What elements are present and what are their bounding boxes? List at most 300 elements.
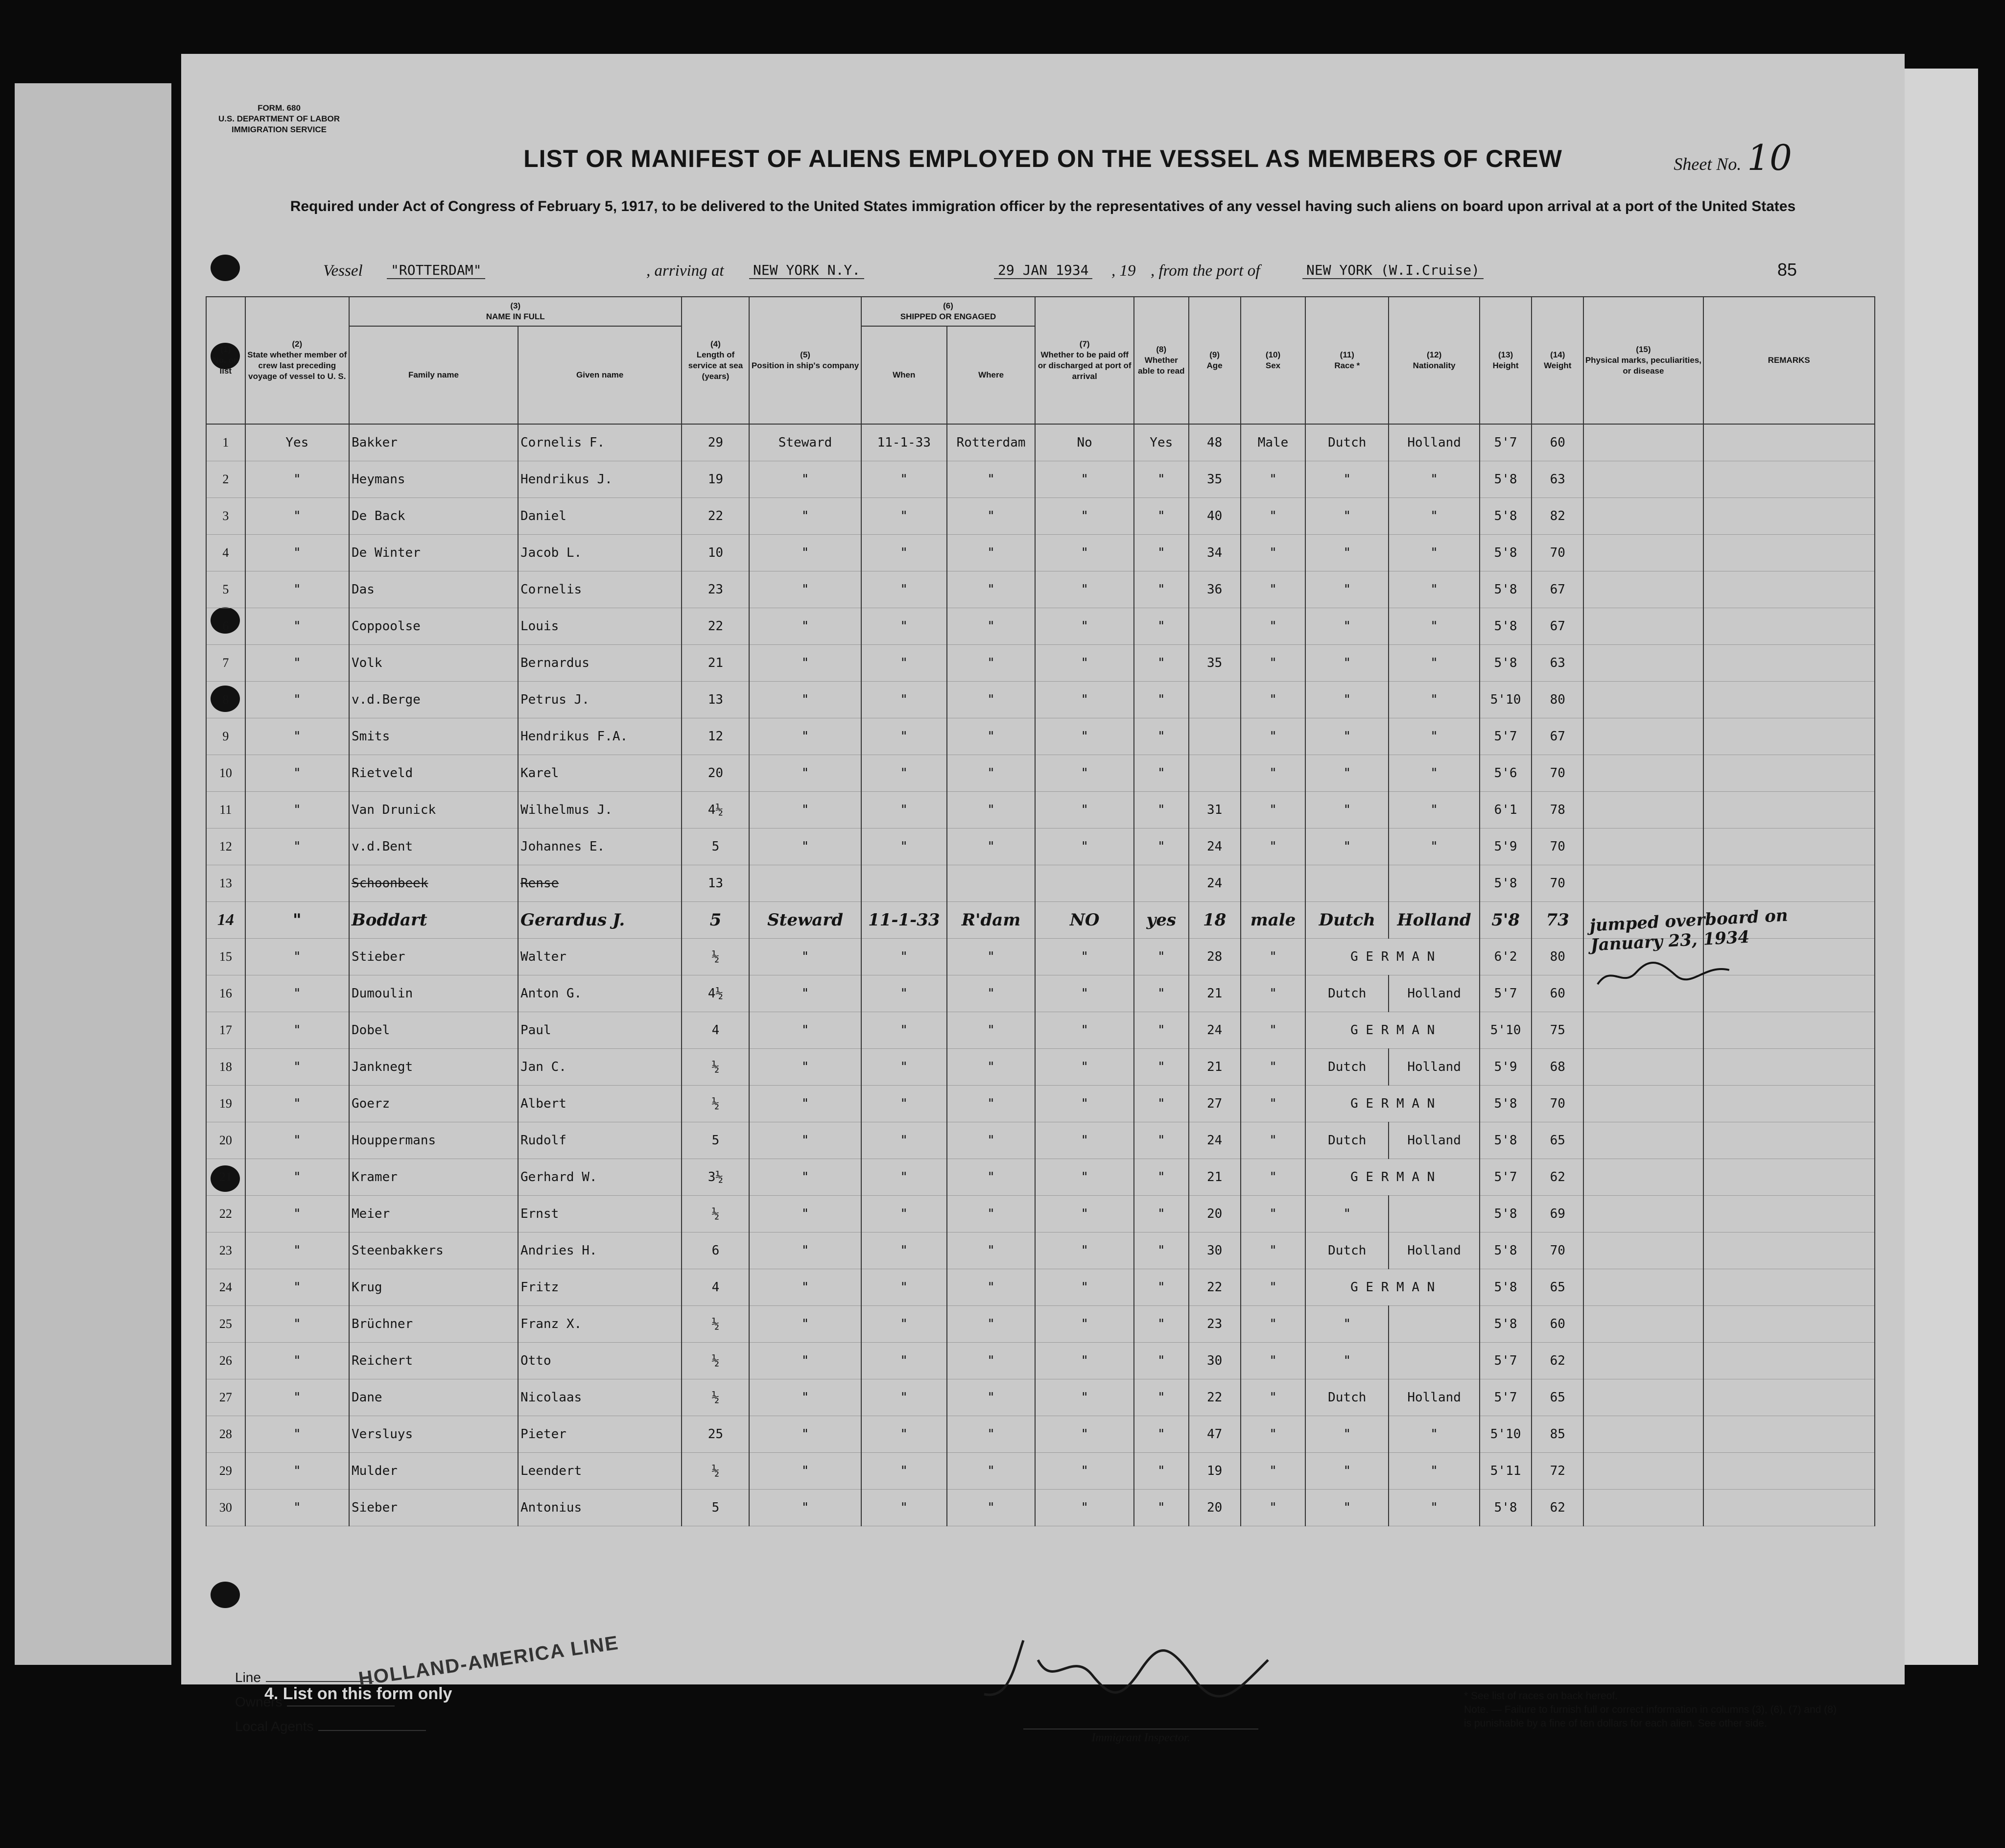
table-row xyxy=(206,755,1875,792)
cell-height: 6'2 xyxy=(1480,939,1532,975)
table-row xyxy=(206,1306,1875,1343)
cell-given: Jan C. xyxy=(518,1049,682,1086)
cell-read: Yes xyxy=(1134,424,1188,461)
cell-height: 5'8 xyxy=(1480,535,1532,571)
cell-read: " xyxy=(1134,939,1188,975)
footer-local-agents: Local Agents xyxy=(235,1719,426,1734)
cell-paid: " xyxy=(1035,1269,1134,1306)
cell-read: " xyxy=(1134,1453,1188,1490)
cell-family: Volk xyxy=(349,645,518,682)
table-row xyxy=(206,461,1875,498)
cell-no: 3 xyxy=(206,498,245,535)
cell-family: Goerz xyxy=(349,1086,518,1122)
cell-no: 1 xyxy=(206,424,245,461)
cell-read: " xyxy=(1134,829,1188,865)
cell-service: ½ xyxy=(682,939,749,975)
col-header-sex: (10) Sex xyxy=(1241,297,1306,424)
cell-where: " xyxy=(947,939,1036,975)
cell-family: Schoonbeek xyxy=(349,865,518,902)
cell-prev: " xyxy=(245,755,349,792)
cell-service: 13 xyxy=(682,682,749,718)
cell-sex: " xyxy=(1241,682,1306,718)
sheet-number xyxy=(1674,137,1792,178)
cell-read: " xyxy=(1134,1343,1188,1379)
cell-where: " xyxy=(947,571,1036,608)
cell-height: 5'8 xyxy=(1480,1122,1532,1159)
cell-where: " xyxy=(947,1453,1036,1490)
cell-weight: 73 xyxy=(1532,902,1583,939)
col-header-name: (3) NAME IN FULL xyxy=(349,297,682,326)
cell-read: " xyxy=(1134,1086,1188,1122)
cell-prev: " xyxy=(245,792,349,829)
col-header-where: Where xyxy=(947,326,1036,424)
cell-when: " xyxy=(861,939,947,975)
cell-weight: 70 xyxy=(1532,829,1583,865)
cell-race: " xyxy=(1305,1490,1389,1526)
cell-position: " xyxy=(749,1453,861,1490)
cell-when: " xyxy=(861,498,947,535)
cell-given: Rudolf xyxy=(518,1122,682,1159)
cell-age: 35 xyxy=(1189,645,1241,682)
cell-prev: " xyxy=(245,1453,349,1490)
cell-when: 11-1-33 xyxy=(861,424,947,461)
cell-weight: 70 xyxy=(1532,865,1583,902)
cell-sex: " xyxy=(1241,535,1306,571)
cell-age: 21 xyxy=(1189,1049,1241,1086)
cell-weight: 70 xyxy=(1532,1232,1583,1269)
cell-height: 5'7 xyxy=(1480,1159,1532,1196)
cell-nationality: " xyxy=(1389,1416,1480,1453)
page-subtitle: Required under Act of Congress of February 5, 1917, to be delivered to the United States immigration officer by the representatives of any vessel having such aliens on board upon arrival at a port of the United States xyxy=(290,198,1796,214)
cell-age: 24 xyxy=(1189,1012,1241,1049)
cell-nationality: " xyxy=(1389,682,1480,718)
cell-remarks xyxy=(1703,1159,1875,1196)
cell-physical-marks xyxy=(1583,1490,1703,1526)
cell-paid: " xyxy=(1035,1490,1134,1526)
cell-where: Rotterdam xyxy=(947,424,1036,461)
cell-no: 29 xyxy=(206,1453,245,1490)
cell-service: ½ xyxy=(682,1049,749,1086)
cell-race: G E R M A N xyxy=(1305,1159,1480,1196)
cell-prev: " xyxy=(245,498,349,535)
cell-service: 5 xyxy=(682,1490,749,1526)
cell-physical-marks xyxy=(1583,1269,1703,1306)
cell-family: Heymans xyxy=(349,461,518,498)
cell-service: 21 xyxy=(682,645,749,682)
cell-given: Antonius xyxy=(518,1490,682,1526)
cell-position: " xyxy=(749,608,861,645)
cell-where: " xyxy=(947,1379,1036,1416)
cell-family: Das xyxy=(349,571,518,608)
cell-sex: " xyxy=(1241,792,1306,829)
cell-age xyxy=(1189,718,1241,755)
underlying-sheet-right xyxy=(1900,69,1978,1665)
col-header-remarks: REMARKS xyxy=(1703,297,1875,424)
cell-when: " xyxy=(861,461,947,498)
cell-remarks xyxy=(1703,1196,1875,1232)
col-header-service: (4) Length of service at sea (years) xyxy=(682,297,749,424)
cell-family: Coppoolse xyxy=(349,608,518,645)
cell-when: 11-1-33 xyxy=(861,902,947,939)
inspector-label: Immigrant Inspector. xyxy=(1023,1729,1258,1745)
cell-paid: " xyxy=(1035,1049,1134,1086)
cell-no: 11 xyxy=(206,792,245,829)
cell-paid: " xyxy=(1035,1232,1134,1269)
cell-age: 24 xyxy=(1189,829,1241,865)
cell-position: " xyxy=(749,1416,861,1453)
service: IMMIGRATION SERVICE xyxy=(232,125,327,134)
cell-race: " xyxy=(1305,535,1389,571)
cell-prev: " xyxy=(245,829,349,865)
cell-prev: " xyxy=(245,1343,349,1379)
cell-age: 48 xyxy=(1189,424,1241,461)
cell-given: Petrus J. xyxy=(518,682,682,718)
cell-weight: 85 xyxy=(1532,1416,1583,1453)
cell-read: " xyxy=(1134,1269,1188,1306)
cell-height: 5'7 xyxy=(1480,424,1532,461)
cell-race: " xyxy=(1305,1416,1389,1453)
cell-weight: 82 xyxy=(1532,498,1583,535)
cell-read xyxy=(1134,865,1188,902)
cell-nationality: " xyxy=(1389,1490,1480,1526)
cell-age: 28 xyxy=(1189,939,1241,975)
punch-hole xyxy=(211,255,240,281)
table-row xyxy=(206,792,1875,829)
cell-sex: " xyxy=(1241,1159,1306,1196)
cell-position: " xyxy=(749,535,861,571)
cell-where xyxy=(947,865,1036,902)
cell-position: " xyxy=(749,571,861,608)
cell-age: 40 xyxy=(1189,498,1241,535)
cell-weight: 70 xyxy=(1532,755,1583,792)
cell-weight: 69 xyxy=(1532,1196,1583,1232)
cell-sex: " xyxy=(1241,1269,1306,1306)
cell-prev: " xyxy=(245,718,349,755)
cell-remarks xyxy=(1703,682,1875,718)
cell-physical-marks xyxy=(1583,1232,1703,1269)
cell-where: " xyxy=(947,1416,1036,1453)
cell-family: Versluys xyxy=(349,1416,518,1453)
col-header-weight: (14) Weight xyxy=(1532,297,1583,424)
cell-sex: " xyxy=(1241,1453,1306,1490)
cell-when: " xyxy=(861,535,947,571)
cell-position: " xyxy=(749,1049,861,1086)
cell-given: Andries H. xyxy=(518,1232,682,1269)
cell-physical-marks xyxy=(1583,865,1703,902)
cell-sex: " xyxy=(1241,939,1306,975)
cell-age: 22 xyxy=(1189,1269,1241,1306)
cell-age: 30 xyxy=(1189,1343,1241,1379)
cell-remarks xyxy=(1703,718,1875,755)
form-identifier xyxy=(215,103,343,135)
cell-sex: Male xyxy=(1241,424,1306,461)
cell-weight: 65 xyxy=(1532,1379,1583,1416)
cell-family: Sieber xyxy=(349,1490,518,1526)
table-row xyxy=(206,1012,1875,1049)
cell-read: " xyxy=(1134,571,1188,608)
remark-line-1: jumped overboard on xyxy=(1589,905,1789,936)
cell-weight: 63 xyxy=(1532,461,1583,498)
cell-height: 5'10 xyxy=(1480,1012,1532,1049)
cell-prev: " xyxy=(245,1196,349,1232)
cell-paid: " xyxy=(1035,1306,1134,1343)
cell-where: " xyxy=(947,645,1036,682)
cell-race: Dutch xyxy=(1305,1232,1389,1269)
cell-when: " xyxy=(861,1416,947,1453)
cell-family: Rietveld xyxy=(349,755,518,792)
footer-owners: Owners xyxy=(235,1694,395,1710)
cell-no: 16 xyxy=(206,975,245,1012)
cell-nationality: " xyxy=(1389,571,1480,608)
cell-weight: 80 xyxy=(1532,682,1583,718)
cell-physical-marks xyxy=(1583,1343,1703,1379)
cell-sex: " xyxy=(1241,1416,1306,1453)
cell-weight: 65 xyxy=(1532,1122,1583,1159)
cell-remarks xyxy=(1703,829,1875,865)
table-row xyxy=(206,1232,1875,1269)
col-header-given-name: Given name xyxy=(518,326,682,424)
cell-prev: " xyxy=(245,682,349,718)
col-header-when: When xyxy=(861,326,947,424)
cell-physical-marks xyxy=(1583,755,1703,792)
cell-prev: " xyxy=(245,1086,349,1122)
cell-sex: " xyxy=(1241,1086,1306,1122)
cell-no: 10 xyxy=(206,755,245,792)
cell-service: ½ xyxy=(682,1453,749,1490)
cell-position xyxy=(749,865,861,902)
cell-given: Nicolaas xyxy=(518,1379,682,1416)
cell-where: " xyxy=(947,1086,1036,1122)
cell-position: Steward xyxy=(749,902,861,939)
table-row xyxy=(206,645,1875,682)
cell-read: " xyxy=(1134,1306,1188,1343)
cell-no: 19 xyxy=(206,1086,245,1122)
cell-service: 4 xyxy=(682,1269,749,1306)
cell-race: " xyxy=(1305,1306,1389,1343)
cell-given: Hendrikus J. xyxy=(518,461,682,498)
cell-nationality: Holland xyxy=(1389,902,1480,939)
cell-height: 5'10 xyxy=(1480,1416,1532,1453)
cell-remarks xyxy=(1703,1049,1875,1086)
cell-read: " xyxy=(1134,535,1188,571)
cell-race: Dutch xyxy=(1305,1379,1389,1416)
cell-position: " xyxy=(749,1122,861,1159)
cell-prev: " xyxy=(245,1269,349,1306)
cell-position: Steward xyxy=(749,424,861,461)
cell-position: " xyxy=(749,498,861,535)
col-header-previous-voyage: (2) State whether member of crew last preceding voyage of vessel to U. S. xyxy=(245,297,349,424)
cell-family: Kramer xyxy=(349,1159,518,1196)
col-header-paid-off: (7) Whether to be paid off or discharged at port of arrival xyxy=(1035,297,1134,424)
table-row xyxy=(206,498,1875,535)
cell-position: " xyxy=(749,1159,861,1196)
cell-sex: male xyxy=(1241,902,1306,939)
cell-where: " xyxy=(947,1343,1036,1379)
cell-weight: 62 xyxy=(1532,1490,1583,1526)
cell-service: 5 xyxy=(682,1122,749,1159)
page-title: LIST OR MANIFEST OF ALIENS EMPLOYED ON THE VESSEL AS MEMBERS OF CREW xyxy=(523,145,1562,172)
cell-no: 24 xyxy=(206,1269,245,1306)
cell-weight: 65 xyxy=(1532,1269,1583,1306)
cell-race: " xyxy=(1305,682,1389,718)
table-row xyxy=(206,1490,1875,1526)
cell-sex: " xyxy=(1241,1049,1306,1086)
cell-when: " xyxy=(861,1232,947,1269)
cell-physical-marks xyxy=(1583,1122,1703,1159)
cell-paid: " xyxy=(1035,1086,1134,1122)
cell-family: Dumoulin xyxy=(349,975,518,1012)
cell-nationality xyxy=(1389,1343,1480,1379)
table-row xyxy=(206,535,1875,571)
cell-no: 4 xyxy=(206,535,245,571)
cell-sex: " xyxy=(1241,608,1306,645)
cell-race: G E R M A N xyxy=(1305,1269,1480,1306)
cell-when: " xyxy=(861,1306,947,1343)
table-row xyxy=(206,1049,1875,1086)
bottom-strip: 4. List on this form only xyxy=(264,1684,452,1703)
cell-height: 5'9 xyxy=(1480,829,1532,865)
cell-position: " xyxy=(749,645,861,682)
cell-remarks xyxy=(1703,1269,1875,1306)
cell-race: G E R M A N xyxy=(1305,1086,1480,1122)
cell-weight: 80 xyxy=(1532,939,1583,975)
cell-height: 5'8 xyxy=(1480,902,1532,939)
cell-age: 23 xyxy=(1189,1306,1241,1343)
cell-weight: 60 xyxy=(1532,975,1583,1012)
cell-weight: 68 xyxy=(1532,1049,1583,1086)
table-row xyxy=(206,1269,1875,1306)
underlying-sheet xyxy=(15,83,171,1665)
cell-age: 21 xyxy=(1189,975,1241,1012)
year-label: , 19 xyxy=(1111,262,1136,280)
cell-race: " xyxy=(1305,1196,1389,1232)
cell-when: " xyxy=(861,1012,947,1049)
cell-age: 27 xyxy=(1189,1086,1241,1122)
cell-sex: " xyxy=(1241,718,1306,755)
cell-family: De Winter xyxy=(349,535,518,571)
officer-signature xyxy=(1591,948,1740,999)
cell-no: 9 xyxy=(206,718,245,755)
cell-prev: " xyxy=(245,902,349,939)
cell-physical-marks xyxy=(1583,1086,1703,1122)
cell-when: " xyxy=(861,1379,947,1416)
cell-position: " xyxy=(749,829,861,865)
table-row xyxy=(206,571,1875,608)
cell-paid: " xyxy=(1035,535,1134,571)
cell-family: Steenbakkers xyxy=(349,1232,518,1269)
cell-service: 23 xyxy=(682,571,749,608)
cell-where: " xyxy=(947,682,1036,718)
cell-when: " xyxy=(861,792,947,829)
cell-service: 4½ xyxy=(682,975,749,1012)
cell-paid: " xyxy=(1035,1159,1134,1196)
cell-no: 26 xyxy=(206,1343,245,1379)
cell-no: 21 xyxy=(206,1159,245,1196)
cell-weight: 75 xyxy=(1532,1012,1583,1049)
table-row xyxy=(206,1122,1875,1159)
cell-service: 5 xyxy=(682,902,749,939)
cell-service: 4½ xyxy=(682,792,749,829)
cell-position: " xyxy=(749,1012,861,1049)
cell-height: 5'8 xyxy=(1480,498,1532,535)
cell-where: " xyxy=(947,535,1036,571)
cell-race: " xyxy=(1305,645,1389,682)
cell-nationality: " xyxy=(1389,608,1480,645)
footnote-penalty-cont: is punishable by a fine of ten dollars for each alien. See other side. xyxy=(1464,1718,1767,1729)
cell-sex: " xyxy=(1241,829,1306,865)
col-header-race: (11) Race * xyxy=(1305,297,1389,424)
cell-race xyxy=(1305,865,1389,902)
cell-where: " xyxy=(947,1306,1036,1343)
cell-weight: 72 xyxy=(1532,1453,1583,1490)
cell-when xyxy=(861,865,947,902)
cell-family: Dane xyxy=(349,1379,518,1416)
cell-where: " xyxy=(947,1122,1036,1159)
cell-nationality: Holland xyxy=(1389,1122,1480,1159)
cell-remarks xyxy=(1703,1232,1875,1269)
cell-race: " xyxy=(1305,829,1389,865)
cell-family: Janknegt xyxy=(349,1049,518,1086)
cell-nationality: Holland xyxy=(1389,1379,1480,1416)
cell-when: " xyxy=(861,1086,947,1122)
cell-nationality xyxy=(1389,1196,1480,1232)
table-row xyxy=(206,682,1875,718)
cell-sex: " xyxy=(1241,1343,1306,1379)
cell-when: " xyxy=(861,1122,947,1159)
cell-when: " xyxy=(861,1490,947,1526)
department: U.S. DEPARTMENT OF LABOR xyxy=(218,114,340,123)
cell-read: " xyxy=(1134,498,1188,535)
cell-nationality: " xyxy=(1389,829,1480,865)
cell-paid: " xyxy=(1035,829,1134,865)
cell-when: " xyxy=(861,829,947,865)
cell-weight: 60 xyxy=(1532,1306,1583,1343)
table-row xyxy=(206,1379,1875,1416)
cell-weight: 67 xyxy=(1532,571,1583,608)
cell-nationality xyxy=(1389,1306,1480,1343)
cell-sex: " xyxy=(1241,755,1306,792)
cell-paid: No xyxy=(1035,424,1134,461)
cell-age: 20 xyxy=(1189,1490,1241,1526)
cell-given: Gerhard W. xyxy=(518,1159,682,1196)
form-number: FORM. 680 xyxy=(258,103,301,113)
cell-family: Stieber xyxy=(349,939,518,975)
table-row xyxy=(206,1416,1875,1453)
cell-race: " xyxy=(1305,792,1389,829)
table-row xyxy=(206,1086,1875,1122)
cell-family: v.d.Bent xyxy=(349,829,518,865)
sheet-number-value: 10 xyxy=(1747,137,1792,178)
cell-height: 5'6 xyxy=(1480,755,1532,792)
cell-position: " xyxy=(749,1269,861,1306)
cell-paid: " xyxy=(1035,975,1134,1012)
cell-remarks xyxy=(1703,1012,1875,1049)
cell-no: 7 xyxy=(206,645,245,682)
page-number: 85 xyxy=(1777,260,1797,280)
cell-given: Cornelis xyxy=(518,571,682,608)
cell-paid: " xyxy=(1035,608,1134,645)
cell-remarks xyxy=(1703,535,1875,571)
cell-where: " xyxy=(947,1196,1036,1232)
cell-position: " xyxy=(749,939,861,975)
cell-nationality: " xyxy=(1389,645,1480,682)
cell-weight: 60 xyxy=(1532,424,1583,461)
cell-no: 22 xyxy=(206,1196,245,1232)
cell-no: 17 xyxy=(206,1012,245,1049)
cell-given: Louis xyxy=(518,608,682,645)
cell-given: Anton G. xyxy=(518,975,682,1012)
cell-height: 5'7 xyxy=(1480,1343,1532,1379)
